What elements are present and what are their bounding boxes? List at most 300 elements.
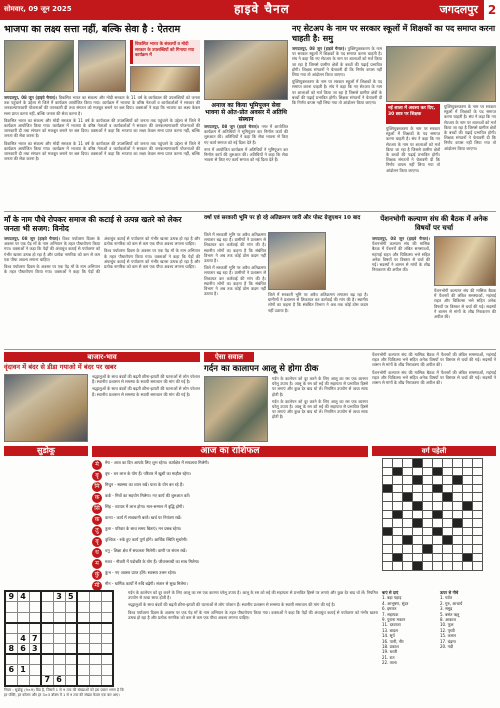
crossword-cell[interactable] [473, 527, 483, 536]
crossword-row [383, 536, 483, 545]
rashifal-text: धनु - शिक्षा क्षेत्र में सफलता मिलेगी। वाणी पर संयम रखें। [105, 548, 187, 553]
crossword-clue: 22. ताला [382, 660, 397, 666]
crossword-cell[interactable] [423, 459, 433, 468]
crossword-cell[interactable] [473, 467, 483, 476]
crossword-cell[interactable] [463, 519, 473, 528]
story-bjp-photo-2 [78, 40, 126, 92]
crossword-cell[interactable] [463, 476, 473, 485]
zodiac-sign-icon: कुं [92, 570, 102, 580]
sudoku-cell [89, 612, 101, 623]
crossword-cell[interactable] [413, 501, 423, 510]
sudoku-cell: 4 [17, 591, 29, 602]
crossword-cell[interactable] [473, 519, 483, 528]
story-vrindavan-photo [4, 374, 88, 442]
story-mid-headline: अनाज का किया भूमिपूजन सेवा भावना से ओत-प्रोत अवसर में अतिथि संस्थान [205, 102, 287, 123]
crossword-down [440, 590, 496, 706]
rashifal-list [92, 460, 368, 589]
crossword-cell[interactable] [453, 536, 463, 545]
sudoku-cell [17, 654, 29, 665]
crossword-cell[interactable] [383, 501, 393, 510]
crossword-cell[interactable] [413, 476, 423, 485]
crossword-cell[interactable] [383, 519, 393, 528]
sudoku-cell [65, 623, 77, 634]
sudoku-cell [77, 591, 89, 602]
sudoku-cell [53, 623, 65, 634]
sudoku-cell: 6 [5, 665, 17, 676]
rashifal-item [92, 460, 368, 470]
crossword-cell[interactable] [393, 510, 403, 519]
crossword-cell[interactable] [433, 553, 443, 562]
crossword-cell[interactable] [463, 510, 473, 519]
crossword-cell[interactable] [443, 527, 453, 536]
sudoku-cell [41, 665, 53, 676]
crossword-cell[interactable] [423, 544, 433, 553]
crossword-clue: 5. बसंत ऋतु [440, 611, 460, 617]
crossword-cell[interactable] [433, 459, 443, 468]
crossword-cell[interactable] [473, 562, 483, 571]
crossword-across-title: बाएं से दाएं [382, 590, 399, 595]
zodiac-sign-icon: ध [92, 548, 102, 558]
story-school-headline: नए सेटअप के नाम पर सरकार स्कूलों में शिक्षकों का पद समाप्त करना चाहती है: समु [292, 23, 496, 43]
sudoku-cell [89, 644, 101, 655]
sudoku-title: सुडोकू [4, 446, 88, 456]
story-tribal-body-2 [268, 292, 368, 346]
sudoku-cell [5, 675, 17, 686]
crossword-cell[interactable] [383, 527, 393, 536]
crossword-cell[interactable] [443, 484, 453, 493]
crossword-cell[interactable] [413, 519, 423, 528]
sudoku-cell [101, 654, 113, 665]
sudoku-cell [17, 612, 29, 623]
story-pension-headline: पेंशनभोगी कल्याण संघ की बैठक में अनेक विषयों पर चर्चा [380, 214, 488, 232]
crossword-cell[interactable] [393, 467, 403, 476]
sudoku-cell [65, 633, 77, 644]
story-garmi-tag: ऐसा सवाल [204, 352, 254, 362]
sudoku-cell [29, 675, 41, 686]
sudoku-grid [4, 590, 114, 687]
story-vrindavan-tag: बाजार-भाव [4, 352, 200, 362]
sudoku-row [5, 612, 113, 623]
crossword-cell[interactable] [433, 476, 443, 485]
sudoku-row [5, 644, 113, 655]
sudoku-cell [89, 591, 101, 602]
crossword-cell[interactable] [453, 501, 463, 510]
rashifal-title: आज का राशिफल [92, 446, 368, 457]
sudoku-cell [53, 612, 65, 623]
rashifal-text: मिथुन - स्वास्थ्य का ध्यान रखें। यात्रा के योग बन रहे हैं। [105, 482, 184, 487]
crossword-cell[interactable] [463, 459, 473, 468]
crossword-down-list [440, 595, 496, 649]
crossword-cell[interactable] [393, 536, 403, 545]
crossword-cell[interactable] [393, 484, 403, 493]
story-mid-text: नगर में आयोजित कार्यक्रम में अतिथियों ने भूमिपूजन कर निर्माण कार्य की शुरुआत की। अतिथियों ने कहा कि सेवा भावना से किए गए कार्य समाज को नई दिशा देते हैं। [204, 124, 288, 145]
crossword-cell[interactable] [443, 510, 453, 519]
crossword-cell[interactable] [383, 510, 393, 519]
rashifal-text: मेष - आज का दिन आपके लिए शुभ रहेगा। कार्यक्षेत्र में सफलता मिलेगी। [105, 460, 210, 465]
crossword-clue: 4. आभूषण, सुंदर [382, 600, 409, 606]
crossword-cell[interactable] [443, 562, 453, 571]
crossword-cell[interactable] [453, 476, 463, 485]
story-vrindavan-text-2: श्रद्धालुओं के साथ बंदरों की बढ़ती छीना-झपटी की घटनाओं से लोग परेशान हैं। स्थानीय प्रशासन से समस्या के स्थायी समाधान की मांग की गई है। [92, 386, 200, 397]
crossword-cell[interactable] [423, 553, 433, 562]
crossword-cell[interactable] [413, 467, 423, 476]
sudoku-cell [101, 665, 113, 676]
zodiac-sign-icon: सिं [92, 504, 102, 514]
sudoku-row [5, 591, 113, 602]
crossword-row [383, 459, 483, 468]
crossword-cell[interactable] [443, 476, 453, 485]
rashifal-item [92, 493, 368, 503]
crossword-cell[interactable] [383, 562, 393, 571]
crossword-cell[interactable] [473, 501, 483, 510]
crossword-cell[interactable] [383, 493, 393, 502]
story-school-text: युक्तियुक्तकरण के नाम पर सरकार स्कूलों में शिक्षकों के पद समाप्त करना चाहती है। संघ ने कहा कि नए सेटअप के नाम पर शालाओं को मर्ज किया जा रहा है जिससे ग्रामीण क्षेत्रों के बच्चों की पढ़ाई प्रभावित होगी। शिक्षक संगठनों ने चेतावनी दी कि निर्णय वापस नहीं लिया गया तो आंदोलन किया जाएगा। [292, 46, 382, 78]
masthead-city: जगदलपुर [439, 3, 478, 17]
story-pension-text-2: पेंशनभोगी कल्याण संघ की मासिक बैठक में पेंशनरों की लंबित समस्याओं, महंगाई राहत और चिकित्सा भत्ते सहित अनेक विषयों पर विस्तार से चर्चा की गई। सदस्यों ने शासन से मांगों के शीघ्र निराकरण की अपील की। [434, 288, 496, 320]
crossword-cell[interactable] [463, 544, 473, 553]
crossword-cell[interactable] [453, 459, 463, 468]
rashifal-text: तुला - परिवार के साथ समय बिताएं। मन प्रसन्न रहेगा। [105, 526, 182, 531]
crossword-cell[interactable] [413, 459, 423, 468]
crossword-cell[interactable] [433, 562, 443, 571]
crossword-clue: 15. कमल [440, 633, 456, 639]
story-bjp-body [4, 95, 200, 208]
crossword-cell[interactable] [463, 493, 473, 502]
crossword-cell[interactable] [453, 467, 463, 476]
crossword-cell[interactable] [403, 501, 413, 510]
crossword-cell[interactable] [473, 476, 483, 485]
sudoku-cell [41, 633, 53, 644]
crossword-cell[interactable] [403, 459, 413, 468]
crossword-cell[interactable] [453, 562, 463, 571]
zodiac-sign-icon: मे [92, 460, 102, 470]
story-school-body-3 [386, 126, 440, 208]
crossword-cell[interactable] [423, 536, 433, 545]
sudoku-cell: 7 [41, 675, 53, 686]
crossword-cell[interactable] [453, 519, 463, 528]
crossword-cell[interactable] [383, 467, 393, 476]
crossword-cell[interactable] [453, 553, 463, 562]
story-mata-text-2: विश्व पर्यावरण दिवस के अवसर पर एक पेड़ माँ के नाम अभियान के तहत पौधारोपण किया गया। वक्ताओं ने कहा कि पेड़ों की अंधाधुंध कटाई से पर्यावरण को गंभीर खतरा उत्पन्न हो रहा है और प्रत्येक नागरिक को कम से कम एक पौधा अवश्य लगाना चाहिए। [4, 236, 200, 275]
masthead [0, 0, 500, 20]
sudoku-row [5, 602, 113, 613]
crossword-cell[interactable] [453, 544, 463, 553]
crossword-cell[interactable] [433, 536, 443, 545]
crossword-clue: 9. पुराना मकान [382, 617, 406, 623]
sudoku-row [5, 633, 113, 644]
crossword-clue: 12. पृथ्वी [440, 627, 455, 633]
crossword-cell[interactable] [453, 527, 463, 536]
crossword-cell[interactable] [423, 501, 433, 510]
sudoku-cell [65, 612, 77, 623]
sudoku-cell [101, 675, 113, 686]
crossword-cell[interactable] [403, 553, 413, 562]
crossword-cell[interactable] [463, 562, 473, 571]
sudoku-cell [53, 665, 65, 676]
crossword-cell[interactable] [413, 510, 423, 519]
crossword-cell[interactable] [423, 562, 433, 571]
sudoku-row [5, 665, 113, 676]
story-pension-text-4: पेंशनभोगी कल्याण संघ की मासिक बैठक में पेंशनरों की लंबित समस्याओं, महंगाई राहत और चिकित्सा भत्ते सहित अनेक विषयों पर विस्तार से चर्चा की गई। सदस्यों ने शासन से मांगों के शीघ्र निराकरण की अपील की। [372, 369, 496, 386]
crossword-cell[interactable] [453, 510, 463, 519]
bottom-filler-text: गर्दन के कालेपन को दूर करने के लिए आलू का रस एक कारगर घरेलू उपाय है। आलू के रस को रुई की सहायता से प्रभावित हिस्से पर लगाएं और कुछ देर बाद धो लें। नियमित उपयोग से त्वचा साफ होती है। [128, 590, 378, 601]
crossword-cell[interactable] [403, 536, 413, 545]
crossword-cell[interactable] [403, 476, 413, 485]
zodiac-sign-icon: म [92, 559, 102, 569]
story-garmi-text: गर्दन के कालेपन को दूर करने के लिए आलू का रस एक कारगर घरेलू उपाय है। आलू के रस को रुई की सहायता से प्रभावित हिस्से पर लगाएं और कुछ देर बाद धो लें। नियमित उपयोग से त्वचा साफ होती है। [272, 376, 368, 397]
story-garmi-body [272, 376, 368, 442]
story-bjp-text: विकसित भारत का संकल्प और मोदी सरकार के 11 वर्ष के कार्यकाल की उपलब्धियों को जनता तक पहुंचाने के उद्देश्य से जिले में कार्यक्रम आयोजित किया गया। कार्यक्रम में भाजपा के वरिष्ठ नेताओं व कार्यकर्ताओं ने सरकार की जनकल्याणकारी योजनाओं की जानकारी दी तथा संगठन को मजबूत बनाने पर बल दिया। वक्ताओं ने कहा कि भाजपा का लक्ष्य केवल सत्ता प्राप्त करना नहीं, बल्कि जनता की सेवा करना है। [4, 95, 200, 116]
sudoku-cell [29, 623, 41, 634]
sudoku-cell [77, 665, 89, 676]
crossword-cell[interactable] [463, 553, 473, 562]
crossword-cell[interactable] [403, 510, 413, 519]
crossword-cell[interactable] [403, 493, 413, 502]
crossword-cell[interactable] [473, 459, 483, 468]
sudoku-cell [101, 612, 113, 623]
story-school-text-3: युक्तियुक्तकरण के नाम पर सरकार स्कूलों में शिक्षकों के पद समाप्त करना चाहती है। संघ ने कहा कि नए सेटअप के नाम पर शालाओं को मर्ज किया जा रहा है जिससे ग्रामीण क्षेत्रों के बच्चों की पढ़ाई प्रभावित होगी। शिक्षक संगठनों ने चेतावनी दी कि निर्णय वापस नहीं लिया गया तो आंदोलन किया जाएगा। [444, 104, 496, 151]
sudoku-cell [101, 623, 113, 634]
crossword-cell[interactable] [473, 510, 483, 519]
crossword-cell[interactable] [393, 544, 403, 553]
crossword-clue: 8. आकाश [440, 617, 457, 623]
crossword-cell[interactable] [473, 544, 483, 553]
rashifal-item [92, 482, 368, 492]
crossword-cell[interactable] [423, 527, 433, 536]
story-pension-body [372, 236, 430, 346]
story-bjp-headline: भाजपा का लक्ष्य सत्ता नहीं, बल्कि सेवा है : ऐतराम [4, 24, 181, 35]
sudoku-cell [65, 644, 77, 655]
story-tribal-text-3: जिले में सरकारी भूमि पर अवैध अतिक्रमण लगातार बढ़ रहा है। ग्रामीणों ने प्रशासन से शिकायत कर कार्रवाई की मांग की है। स्थानीय लोगों का कहना है कि संबंधित विभाग ने अब तक कोई ठोस कदम नहीं उठाया है। [268, 292, 368, 313]
rashifal-item [92, 559, 368, 569]
sudoku-cell [5, 633, 17, 644]
crossword-cell[interactable] [473, 484, 483, 493]
sudoku-cell [77, 623, 89, 634]
crossword-cell[interactable] [463, 527, 473, 536]
crossword-cell[interactable] [383, 544, 393, 553]
crossword-cell[interactable] [463, 501, 473, 510]
sudoku-cell [89, 654, 101, 665]
rashifal-item [92, 570, 368, 580]
crossword-title: वर्ग पहेली [372, 446, 496, 456]
crossword-row [383, 544, 483, 553]
zodiac-sign-icon: क [92, 515, 102, 525]
sudoku-cell [41, 602, 53, 613]
crossword-cell[interactable] [473, 553, 483, 562]
story-garmi-headline: गर्दन का कालापन आलू से होगा ठीक [204, 364, 319, 374]
sudoku-cell: 3 [29, 644, 41, 655]
crossword-cell[interactable] [433, 501, 443, 510]
crossword-cell[interactable] [433, 527, 443, 536]
crossword-clue: 1. बड़ा पहाड़ [382, 595, 402, 601]
sudoku-row [5, 623, 113, 634]
crossword-cell[interactable] [403, 527, 413, 536]
sudoku-cell [89, 602, 101, 613]
sudoku-cell: 6 [53, 675, 65, 686]
crossword-cell[interactable] [423, 493, 433, 502]
rashifal-item [92, 515, 368, 525]
crossword-cell[interactable] [443, 459, 453, 468]
sudoku-cell [29, 665, 41, 676]
crossword-cell[interactable] [403, 562, 413, 571]
crossword-cell[interactable] [443, 519, 453, 528]
crossword-cell[interactable] [393, 501, 403, 510]
crossword-cell[interactable] [473, 493, 483, 502]
sudoku-cell [77, 644, 89, 655]
crossword-cell[interactable] [383, 553, 393, 562]
crossword-cell[interactable] [443, 553, 453, 562]
zodiac-sign-icon: क [92, 493, 102, 503]
story-pension-body-2 [434, 288, 496, 346]
story-mid-body [204, 124, 288, 208]
crossword-cell[interactable] [393, 476, 403, 485]
crossword-row [383, 476, 483, 485]
sudoku-cell [41, 612, 53, 623]
crossword-cell[interactable] [443, 493, 453, 502]
sudoku-cell [65, 654, 77, 665]
crossword-clue: 16. पानी, नीर [382, 638, 404, 644]
sudoku-cell [5, 654, 17, 665]
story-school-text-4: युक्तियुक्तकरण के नाम पर सरकार स्कूलों में शिक्षकों के पद समाप्त करना चाहती है। संघ ने कहा कि नए सेटअप के नाम पर शालाओं को मर्ज किया जा रहा है जिससे ग्रामीण क्षेत्रों के बच्चों की पढ़ाई प्रभावित होगी। शिक्षक संगठनों ने चेतावनी दी कि निर्णय वापस नहीं लिया गया तो आंदोलन किया जाएगा। [386, 126, 440, 173]
story-garmi-photo [204, 376, 268, 442]
crossword-cell[interactable] [383, 484, 393, 493]
story-mata-body [4, 236, 200, 346]
crossword-cell[interactable] [453, 484, 463, 493]
sudoku-cell [17, 602, 29, 613]
rashifal-item [92, 548, 368, 558]
crossword-cell[interactable] [453, 493, 463, 502]
bottom-filler [128, 590, 378, 706]
crossword-across-list [382, 595, 436, 665]
story-mid-dateline: जगदलपुर, 08 जून (हाइवे चैनल)। [204, 124, 260, 129]
crossword-cell[interactable] [403, 544, 413, 553]
crossword-cell[interactable] [443, 467, 453, 476]
sudoku-cell: 7 [29, 633, 41, 644]
sudoku-cell [53, 654, 65, 665]
crossword-cell[interactable] [393, 459, 403, 468]
crossword-cell[interactable] [383, 459, 393, 468]
crossword-cell[interactable] [473, 536, 483, 545]
crossword-cell[interactable] [443, 501, 453, 510]
crossword-cell[interactable] [413, 493, 423, 502]
crossword-cell[interactable] [413, 527, 423, 536]
crossword-cell[interactable] [413, 484, 423, 493]
paper-name: हाइवे चैनल [234, 2, 290, 17]
sudoku-cell [77, 602, 89, 613]
crossword-across [382, 590, 436, 706]
sudoku-table [4, 590, 114, 687]
crossword-cell[interactable] [463, 467, 473, 476]
story-bjp-photo-1 [4, 40, 74, 92]
rashifal-text: वृष - धन लाभ के योग हैं। परिवार में खुशी का माहौल रहेगा। [105, 471, 192, 476]
story-mid-photo [204, 40, 288, 100]
sudoku-cell [29, 591, 41, 602]
crossword-row [383, 519, 483, 528]
crossword-row [383, 510, 483, 519]
crossword-cell[interactable] [403, 484, 413, 493]
story-school-photo [386, 46, 496, 102]
crossword-cell[interactable] [393, 519, 403, 528]
crossword-cell[interactable] [413, 544, 423, 553]
story-pension-body-3 [372, 352, 496, 442]
crossword-cell[interactable] [433, 484, 443, 493]
sudoku-cell [101, 644, 113, 655]
crossword-cell[interactable] [423, 484, 433, 493]
zodiac-sign-icon: तु [92, 526, 102, 536]
crossword-cell[interactable] [463, 536, 473, 545]
crossword-cell[interactable] [443, 536, 453, 545]
story-mata-text: विश्व पर्यावरण दिवस के अवसर पर एक पेड़ माँ के नाम अभियान के तहत पौधारोपण किया गया। वक्ताओं ने कहा कि पेड़ों की अंधाधुंध कटाई से पर्यावरण को गंभीर खतरा उत्पन्न हो रहा है और प्रत्येक नागरिक को कम से कम एक पौधा अवश्य लगाना चाहिए। [4, 236, 100, 262]
rashifal-text: सिंह - व्यापार में लाभ होगा। मान-सम्मान में वृद्धि होगी। [105, 504, 184, 509]
zodiac-sign-icon: मि [92, 482, 102, 492]
crossword-clue: 18. प्रकाश [382, 644, 399, 650]
crossword-cell[interactable] [433, 510, 443, 519]
crossword-cell[interactable] [383, 476, 393, 485]
rashifal-text: कन्या - कार्य में सावधानी बरतें। खर्च पर नियंत्रण रखें। [105, 515, 182, 520]
sudoku-cell [89, 633, 101, 644]
crossword-cell[interactable] [423, 476, 433, 485]
story-mata-text-3: विश्व पर्यावरण दिवस के अवसर पर एक पेड़ माँ के नाम अभियान के तहत पौधारोपण किया गया। वक्ताओं ने कहा कि पेड़ों की अंधाधुंध कटाई से पर्यावरण को गंभीर खतरा उत्पन्न हो रहा है और प्रत्येक नागरिक को कम से कम एक पौधा अवश्य लगाना चाहिए। [104, 248, 200, 270]
crossword-cell[interactable] [403, 519, 413, 528]
sudoku-cell [77, 654, 89, 665]
crossword-cell[interactable] [413, 536, 423, 545]
sudoku-cell [17, 675, 29, 686]
sudoku-cell [5, 623, 17, 634]
crossword-row [383, 553, 483, 562]
story-mata-dateline: जगदलपुर, 08 जून (हाइवे चैनल)। [4, 236, 60, 241]
story-vrindavan-text: श्रद्धालुओं के साथ बंदरों की बढ़ती छीना-झपटी की घटनाओं से लोग परेशान हैं। स्थानीय प्रशासन से समस्या के स्थायी समाधान की मांग की गई है। [92, 374, 200, 385]
sudoku-cell [101, 633, 113, 644]
story-bjp-text-3: विकसित भारत का संकल्प और मोदी सरकार के 11 वर्ष के कार्यकाल की उपलब्धियों को जनता तक पहुंचाने के उद्देश्य से जिले में कार्यक्रम आयोजित किया गया। कार्यक्रम में भाजपा के वरिष्ठ नेताओं व कार्यकर्ताओं ने सरकार की जनकल्याणकारी योजनाओं की जानकारी दी तथा संगठन को मजबूत बनाने पर बल दिया। वक्ताओं ने कहा कि भाजपा का लक्ष्य केवल सत्ता प्राप्त करना नहीं, बल्कि जनता की सेवा करना है। [4, 140, 200, 162]
crossword-cell[interactable] [433, 493, 443, 502]
story-tribal-body [204, 232, 266, 346]
sudoku-cell: 9 [5, 591, 17, 602]
crossword-clue: 17. चंद्रमा [440, 638, 456, 644]
crossword-cell[interactable] [443, 544, 453, 553]
crossword-cell[interactable] [423, 510, 433, 519]
crossword-clue: 3. समुद्र [440, 606, 453, 612]
story-vrindavan-body [92, 374, 200, 442]
crossword-row [383, 527, 483, 536]
crossword-cell[interactable] [413, 553, 423, 562]
sudoku-rule: नियम : सुडोकू (9×9) ग्रिड है, जिसमें 1 से 9 तक की संख्याओं को इस प्रकार भरना है कि हर पंक्ति, हर कॉलम और हर 3×3 बॉक्स में 1 से 9 तक की संख्या केवल एक बार आए। [4, 688, 124, 697]
sudoku-cell [65, 602, 77, 613]
crossword-clue: 7. सहायक [382, 611, 399, 617]
crossword-table [382, 458, 483, 571]
story-school-text-2: युक्तियुक्तकरण के नाम पर सरकार स्कूलों में शिक्षकों के पद समाप्त करना चाहती है। संघ ने कहा कि नए सेटअप के नाम पर शालाओं को मर्ज किया जा रहा है जिससे ग्रामीण क्षेत्रों के बच्चों की पढ़ाई प्रभावित होगी। शिक्षक संगठनों ने चेतावनी दी कि निर्णय वापस नहीं लिया गया तो आंदोलन किया जाएगा। [292, 79, 382, 106]
story-mid-text-2: नगर में आयोजित कार्यक्रम में अतिथियों ने भूमिपूजन कर निर्माण कार्य की शुरुआत की। अतिथियों ने कहा कि सेवा भावना से किए गए कार्य समाज को नई दिशा देते हैं। [204, 146, 288, 163]
rashifal-text: कुंभ - नए अवसर प्राप्त होंगे। स्वास्थ्य उत्तम रहेगा। [105, 570, 177, 575]
rashifal-text: मकर - नौकरी में पदोन्नति के योग हैं। जीवनसाथी का साथ मिलेगा। [105, 559, 200, 564]
crossword-cell[interactable] [433, 467, 443, 476]
bottom-filler-text-3: विश्व पर्यावरण दिवस के अवसर पर एक पेड़ माँ के नाम अभियान के तहत पौधारोपण किया गया। वक्ताओं ने कहा कि पेड़ों की अंधाधुंध कटाई से पर्यावरण को गंभीर खतरा उत्पन्न हो रहा है और प्रत्येक नागरिक को कम से कम एक पौधा अवश्य लगाना चाहिए। [128, 609, 378, 620]
divider-2 [4, 349, 496, 350]
crossword-cell[interactable] [423, 467, 433, 476]
crossword-cell[interactable] [393, 553, 403, 562]
crossword-cell[interactable] [433, 544, 443, 553]
bottom-filler-text-2: श्रद्धालुओं के साथ बंदरों की बढ़ती छीना-झपटी की घटनाओं से लोग परेशान हैं। स्थानीय प्रशासन से समस्या के स्थायी समाधान की मांग की गई है। [128, 602, 336, 608]
crossword-cell[interactable] [393, 562, 403, 571]
crossword-cell[interactable] [413, 562, 423, 571]
crossword-cell[interactable] [393, 493, 403, 502]
crossword-cell[interactable] [393, 527, 403, 536]
crossword-cell[interactable] [423, 519, 433, 528]
crossword-cell[interactable] [463, 484, 473, 493]
crossword-cell[interactable] [403, 467, 413, 476]
sudoku-cell: 8 [5, 644, 17, 655]
crossword-cell[interactable] [383, 536, 393, 545]
crossword-cell[interactable] [433, 519, 443, 528]
